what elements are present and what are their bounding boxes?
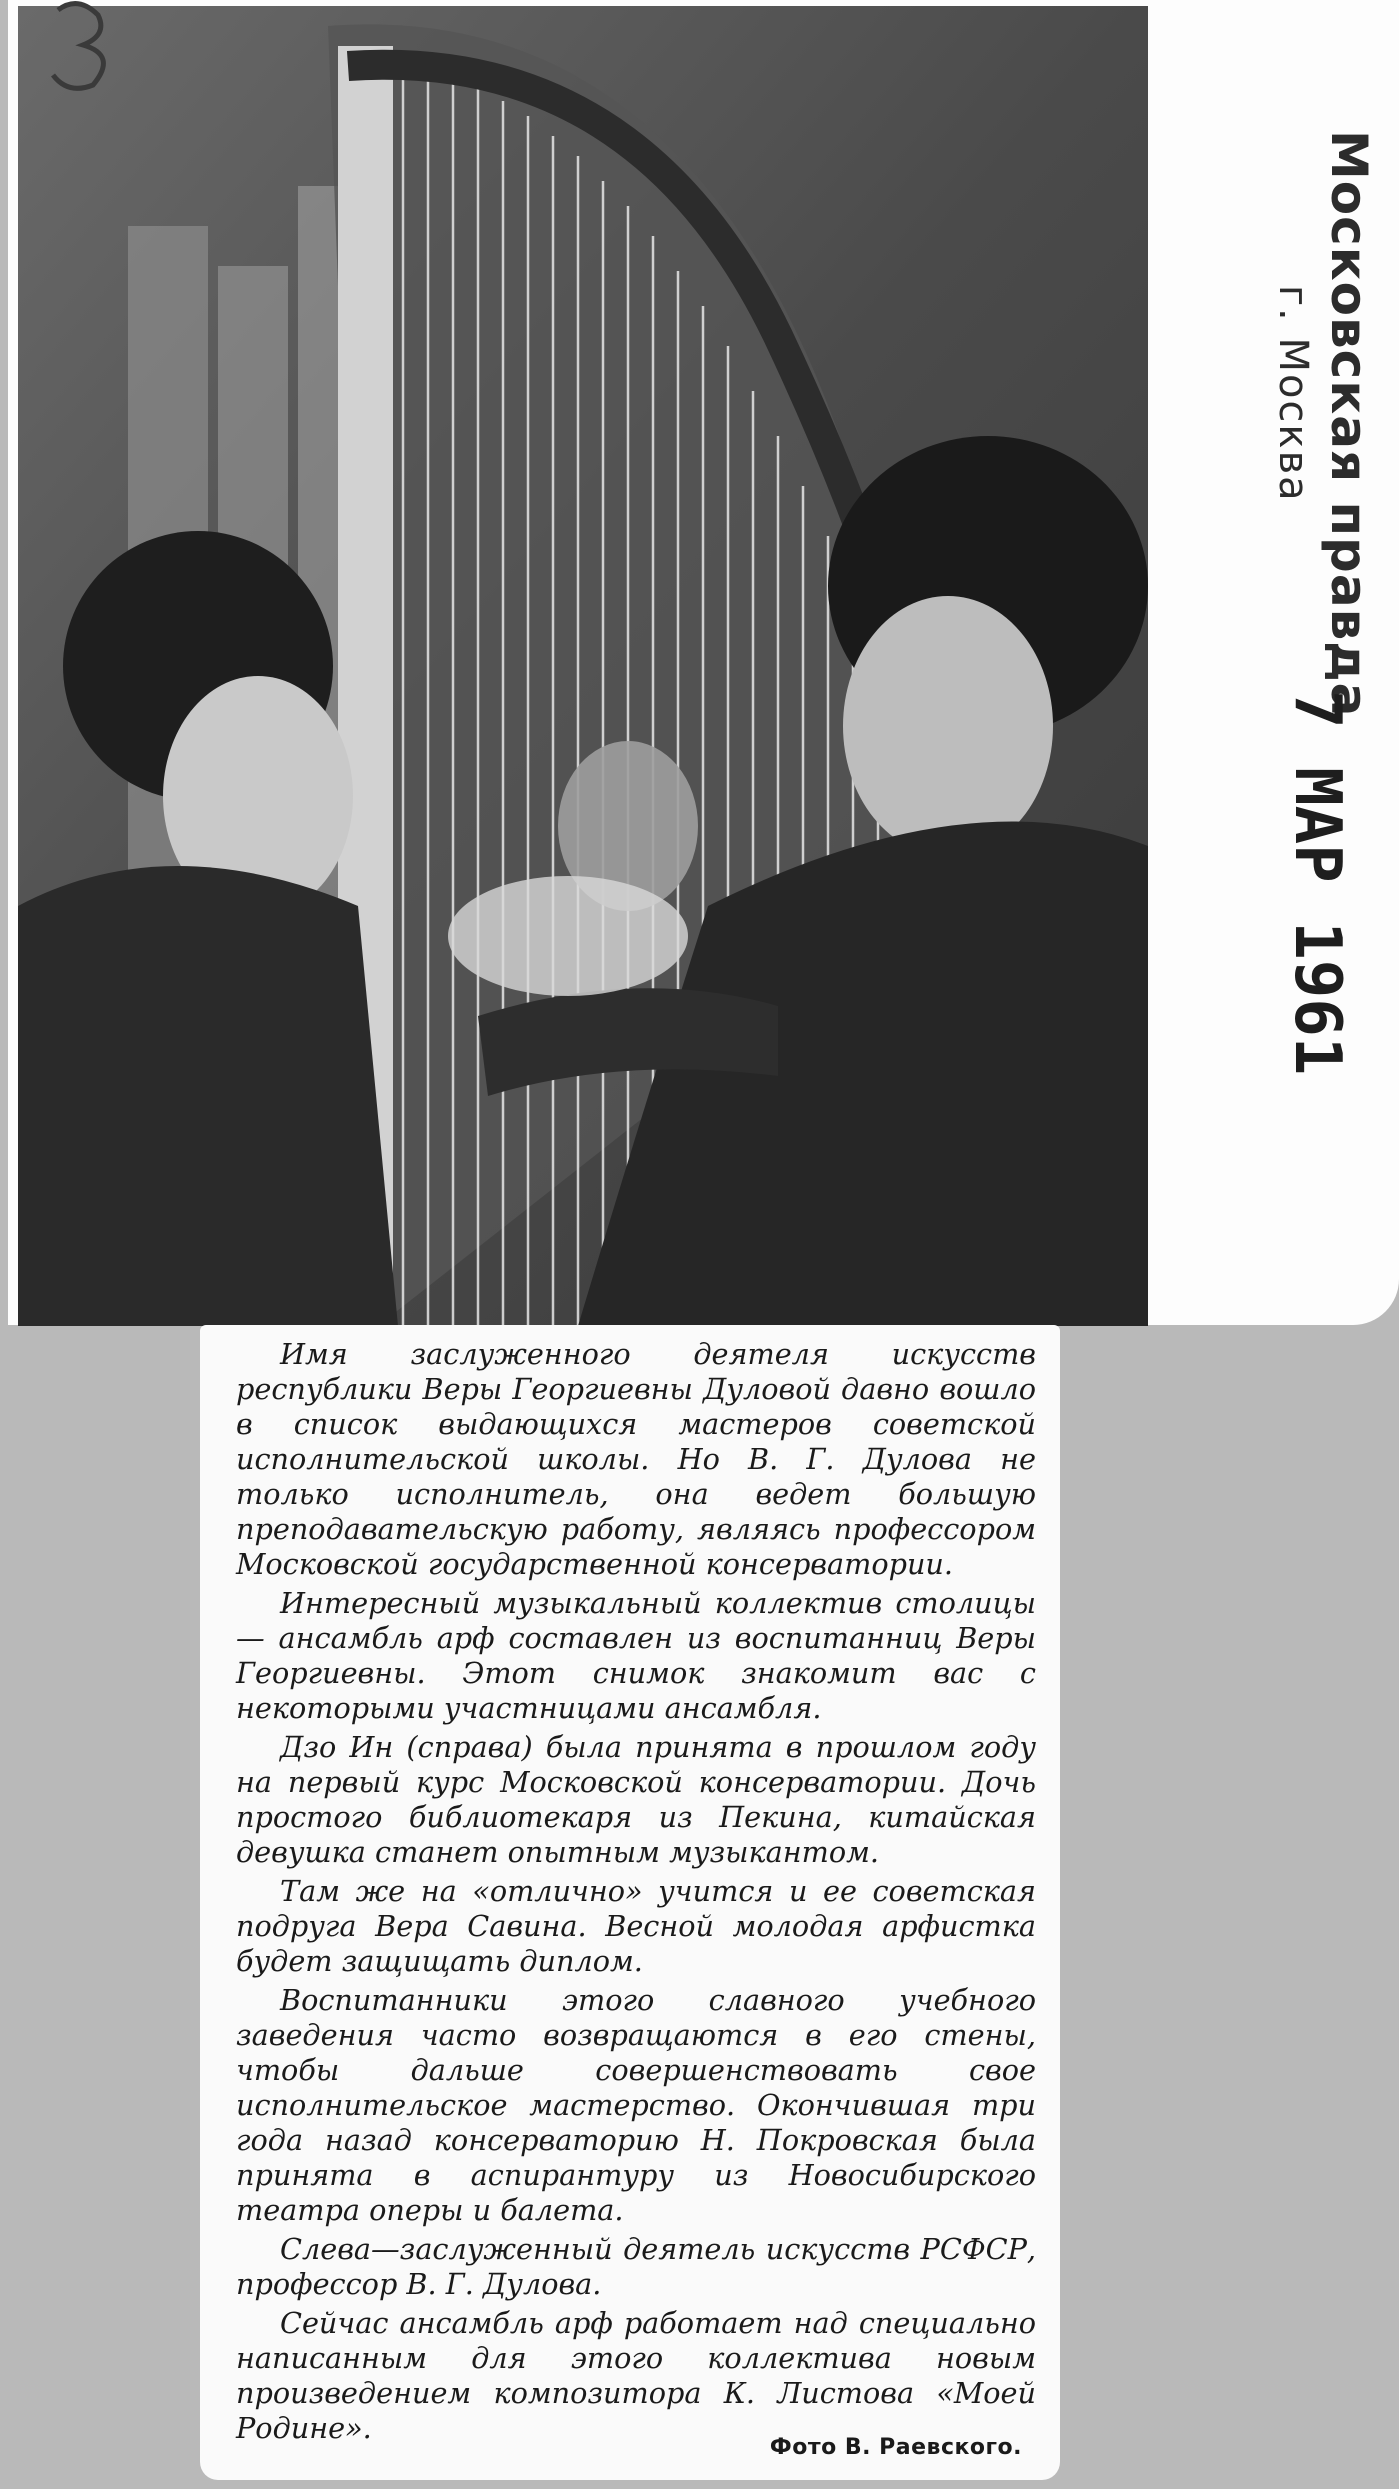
article-paragraph: Имя заслуженного деятеля искусств республики Веры Георгиевны Дуловой давно вошло в список выдающихся мастеров советской исполнительской школы. Но В. Г. Дулова не только исполнитель, она ведет большую преподавательскую работу, являясь профессором Московской государственной консерватории. [236,1337,1036,1581]
date-stamp: 7 МАР 1961 [1280,690,1354,1076]
harp-photo [18,6,1148,1326]
article-paragraph: Там же на «отлично» учится и ее советская подруга Вера Савина. Весной молодая арфистка будет защищать диплом. [236,1874,1036,1978]
newspaper-city: г. Москва [1270,285,1316,503]
article-paragraph: Воспитанники этого славного учебного заведения часто возвращаются в его стены, чтобы дальше совершенствовать свое исполнительское мастерство. Окончившая три года назад консерваторию Н. Покровская была принята в аспирантуру из Новосибирского театра оперы и балета. [236,1983,1036,2227]
article-paragraph: Дзо Ин (справа) была принята в прошлом году на первый курс Московской консерватории. Дочь простого библиотекаря из Пекина, китайская девушка станет опытным музыкантом. [236,1730,1036,1869]
pencil-number-mark [38,0,148,100]
article-paragraph: Интересный музыкальный коллектив столицы — ансамбль арф составлен из воспитанниц Веры Георгиевны. Этот снимок знакомит вас с некоторыми участницами ансамбля. [236,1586,1036,1725]
photo-credit: Фото В. Раевского. [769,2435,1022,2460]
article-paragraph: Слева—заслуженный деятель искусств РСФСР, профессор В. Г. Дулова. [236,2232,1036,2301]
newspaper-title: Московская правда [1320,130,1378,718]
article-clipping [200,1325,1060,2480]
article-paragraph: Сейчас ансамбль арф работает над специально написанным для этого коллектива новым произведением композитора К. Листова «Моей Родине». [236,2306,1036,2445]
article-body [236,1337,1036,2450]
